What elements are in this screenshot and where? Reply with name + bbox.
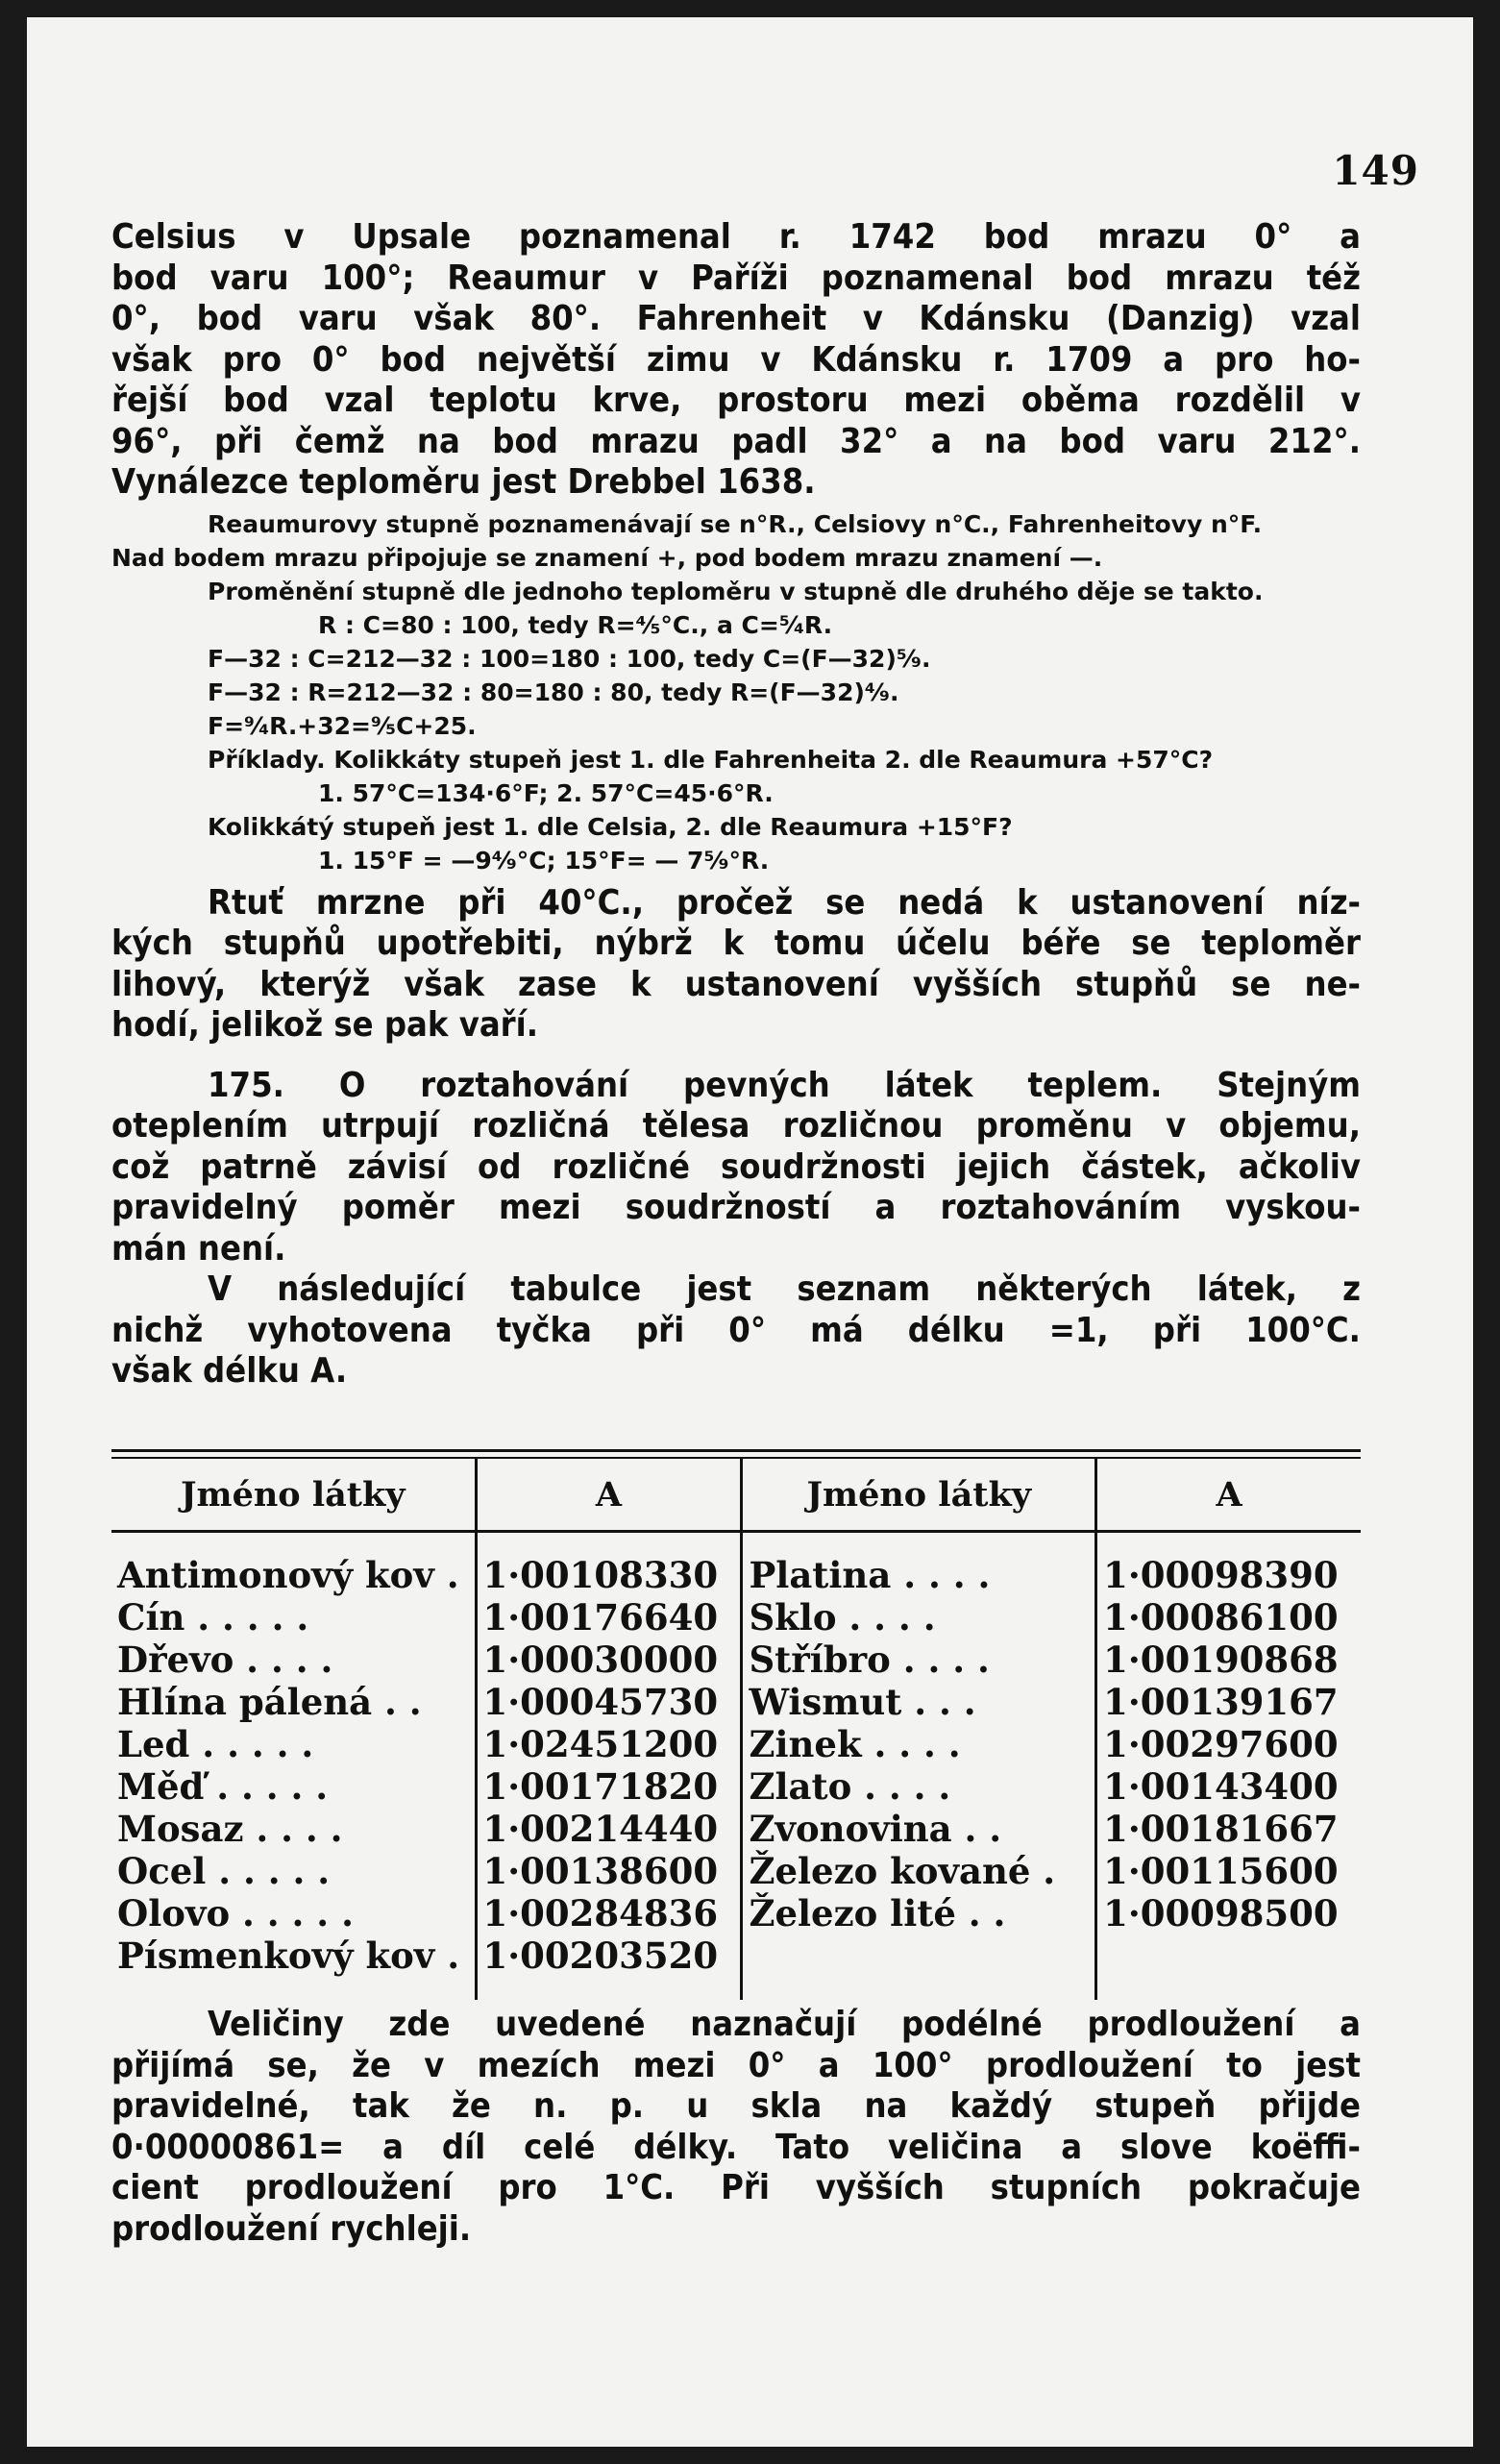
example-line: 1. 15°F = —9⁴⁄₉°C; 15°F= — 7⁵⁄₉°R.: [318, 846, 770, 875]
expansion-table: [111, 1449, 1361, 2000]
coefficient-cell: 1·00045730: [476, 1681, 742, 1723]
table-row: [111, 1850, 1361, 1892]
text-line: hodí, jelikož se pak vaří.: [111, 1005, 539, 1045]
coefficient-cell: 1·00138600: [476, 1850, 742, 1892]
coefficient-cell: 1·00176640: [476, 1596, 742, 1639]
table-header-row: [111, 1459, 1361, 1532]
table-row: [111, 1765, 1361, 1808]
text-line: pravidelný poměr mezi soudržností a roztahováním vyskou-: [111, 1188, 1361, 1227]
text-line: však pro 0° bod největší zimu v Kdánsku r. 1709 a pro ho-: [111, 339, 1361, 380]
text-line: 96°, při čemž na bod mrazu padl 32° a na bod varu 212°.: [111, 421, 1361, 461]
text-line: lihový, kterýž však zase k ustanovení vyšších stupňů se ne-: [111, 964, 1361, 1004]
material-name-cell: Železo lité . .: [742, 1892, 1096, 1934]
table-row: [111, 1596, 1361, 1639]
text-line: cient prodloužení pro 1°C. Při vyšších stupních pokračuje: [111, 2168, 1361, 2207]
coefficient-cell: 1·00143400: [1096, 1765, 1361, 1808]
table-top-rule: [111, 1449, 1361, 1452]
coefficient-cell: 1·00139167: [1096, 1681, 1361, 1723]
table-row: [111, 1723, 1361, 1765]
material-name-cell: Led . . . . .: [117, 1723, 314, 1765]
table-row: [111, 1554, 1361, 1596]
paragraph-mercury: [111, 883, 1361, 1047]
text-line: V následující tabulce jest seznam některých látek, z: [208, 1269, 1361, 1309]
example-line: 1. 57°C=134·6°F; 2. 57°C=45·6°R.: [318, 778, 774, 807]
coefficient-cell: 1·00098500: [1096, 1892, 1361, 1934]
coefficient-cell: 1·00203520: [476, 1934, 742, 1977]
page-number: 149: [1332, 147, 1419, 194]
text-line: přijímá se, že v mezích mezi 0° a 100° prodloužení to jest: [111, 2045, 1361, 2085]
coefficient-cell: 1·00297600: [1096, 1723, 1361, 1765]
table-row: [111, 1808, 1361, 1850]
text-line: pravidelné, tak že n. p. u skla na každý stupeň přijde: [111, 2086, 1361, 2126]
material-name-cell: Železo kované .: [742, 1850, 1096, 1892]
material-name-cell: Písmenkový kov .: [117, 1934, 460, 1977]
section-heading-line: 175. O roztahování pevných látek teplem. Stejným: [208, 1065, 1361, 1105]
material-name-cell: Zlato . . . .: [742, 1765, 1096, 1808]
text-line: Vynálezce teploměru jest Drebbel 1638.: [111, 462, 816, 502]
text-line: Rtuť mrzne při 40°C., pročež se nedá k ustanovení níz-: [208, 882, 1361, 923]
table-row: [111, 1639, 1361, 1681]
formula-line: R : C=80 : 100, tedy R=⅘°C., a C=⁵⁄₄R.: [318, 610, 833, 639]
material-name-cell: Antimonový kov .: [117, 1554, 459, 1596]
coefficient-cell: 1·02451200: [476, 1723, 742, 1765]
text-line: bod varu 100°; Reaumur v Paříži poznamenal bod mrazu též: [111, 258, 1361, 298]
coefficient-cell: 1·00098390: [1096, 1554, 1361, 1596]
coefficient-cell: [1096, 1934, 1361, 1977]
text-line: řejší bod vzal teplotu krve, prostoru mezi oběma rozdělil v: [111, 381, 1361, 420]
paragraph-coefficient: [111, 2005, 1361, 2250]
coefficient-cell: 1·00284836: [476, 1892, 742, 1934]
column-header: A: [476, 1459, 742, 1532]
material-name-cell: Olovo . . . . .: [117, 1892, 354, 1934]
coefficient-table: [111, 1459, 1361, 2000]
coefficient-cell: 1·00086100: [1096, 1596, 1361, 1639]
coefficient-cell: 1·00030000: [476, 1639, 742, 1681]
table-row: [111, 1934, 1361, 1977]
text-line: Proměnění stupně dle jednoho teploměru v stupně dle druhého děje se takto.: [208, 577, 1264, 605]
text-line: prodloužení rychleji.: [111, 2208, 472, 2249]
column-header: A: [1096, 1459, 1361, 1532]
text-line: však délku A.: [111, 1351, 348, 1391]
material-name-cell: Stříbro . . . .: [742, 1639, 1096, 1681]
text-line: 0°, bod varu však 80°. Fahrenheit v Kdánsku (Danzig) vzal: [111, 299, 1361, 338]
material-name-cell: Hlína pálená . .: [117, 1681, 422, 1723]
table-row: [111, 1892, 1361, 1934]
material-name-cell: Zvonovina . .: [742, 1808, 1096, 1850]
text-line: 0·00000861= a díl celé délky. Tato veličina a slove koëffi-: [111, 2127, 1361, 2167]
closing-content: [111, 2005, 1361, 2250]
material-name-cell: Měď . . . . .: [117, 1765, 329, 1808]
material-name-cell: Ocel . . . . .: [117, 1850, 331, 1892]
paragraph-table-intro: [111, 1269, 1361, 1392]
material-name-cell: Wismut . . .: [742, 1681, 1096, 1723]
material-name-cell: Zinek . . . .: [742, 1723, 1096, 1765]
material-name-cell: Platina . . . .: [742, 1554, 1096, 1596]
text-line: Veličiny zde uvedené naznačují podélné prodloužení a: [208, 2005, 1361, 2044]
formula-line: F—32 : R=212—32 : 80=180 : 80, tedy R=(F—32)⁴⁄₉.: [208, 678, 899, 706]
book-page: [27, 17, 1473, 2447]
example-line: Příklady. Kolikkáty stupeň jest 1. dle Fahrenheita 2. dle Reaumura +57°C?: [208, 745, 1214, 774]
material-name-cell: Cín . . . . .: [117, 1596, 309, 1639]
table-row: [111, 1681, 1361, 1723]
material-name-cell: [742, 1934, 1096, 1977]
formula-line: F—32 : C=212—32 : 100=180 : 100, tedy C=(F—32)⁵⁄₉.: [208, 644, 931, 673]
coefficient-cell: 1·00214440: [476, 1808, 742, 1850]
text-line: Nad bodem mrazu připojuje se znamení +, pod bodem mrazu znamení —.: [111, 543, 1103, 572]
formula-line: F=⁹⁄₄R.+32=⁹⁄₅C+25.: [208, 711, 477, 740]
text-line: Celsius v Upsale poznamenal r. 1742 bod mrazu 0° a: [111, 217, 1361, 257]
text-line: nichž vyhotovena tyčka při 0° má délku =1, při 100°C.: [111, 1310, 1361, 1350]
page-content: [111, 17, 1361, 1392]
coefficient-cell: 1·00171820: [476, 1765, 742, 1808]
example-line: Kolikkátý stupeň jest 1. dle Celsia, 2. dle Reaumura +15°F?: [208, 812, 1013, 841]
text-line: Reaumurovy stupně poznamenávají se n°R., Celsiovy n°C., Fahrenheitovy n°F.: [208, 509, 1263, 538]
conversion-notes: [111, 507, 1361, 877]
paragraph-thermometer-history: [111, 217, 1361, 504]
column-header: Jméno látky: [111, 1459, 476, 1532]
coefficient-cell: 1·00190868: [1096, 1639, 1361, 1681]
material-name-cell: Dřevo . . . .: [117, 1639, 333, 1681]
material-name-cell: Sklo . . . .: [742, 1596, 1096, 1639]
column-header: Jméno látky: [742, 1459, 1096, 1532]
coefficient-cell: 1·00108330: [476, 1554, 742, 1596]
text-line: oteplením utrpují rozličná tělesa rozličnou proměnu v objemu,: [111, 1106, 1361, 1146]
text-line: což patrně závisí od rozličné soudržnosti jejich částek, ačkoliv: [111, 1146, 1361, 1187]
text-line: mán není.: [111, 1228, 286, 1269]
coefficient-cell: 1·00115600: [1096, 1850, 1361, 1892]
section-175: [111, 1066, 1361, 1270]
material-name-cell: Mosaz . . . .: [117, 1808, 343, 1850]
text-line: kých stupňů upotřebiti, nýbrž k tomu účelu béře se teploměr: [111, 924, 1361, 963]
coefficient-cell: 1·00181667: [1096, 1808, 1361, 1850]
